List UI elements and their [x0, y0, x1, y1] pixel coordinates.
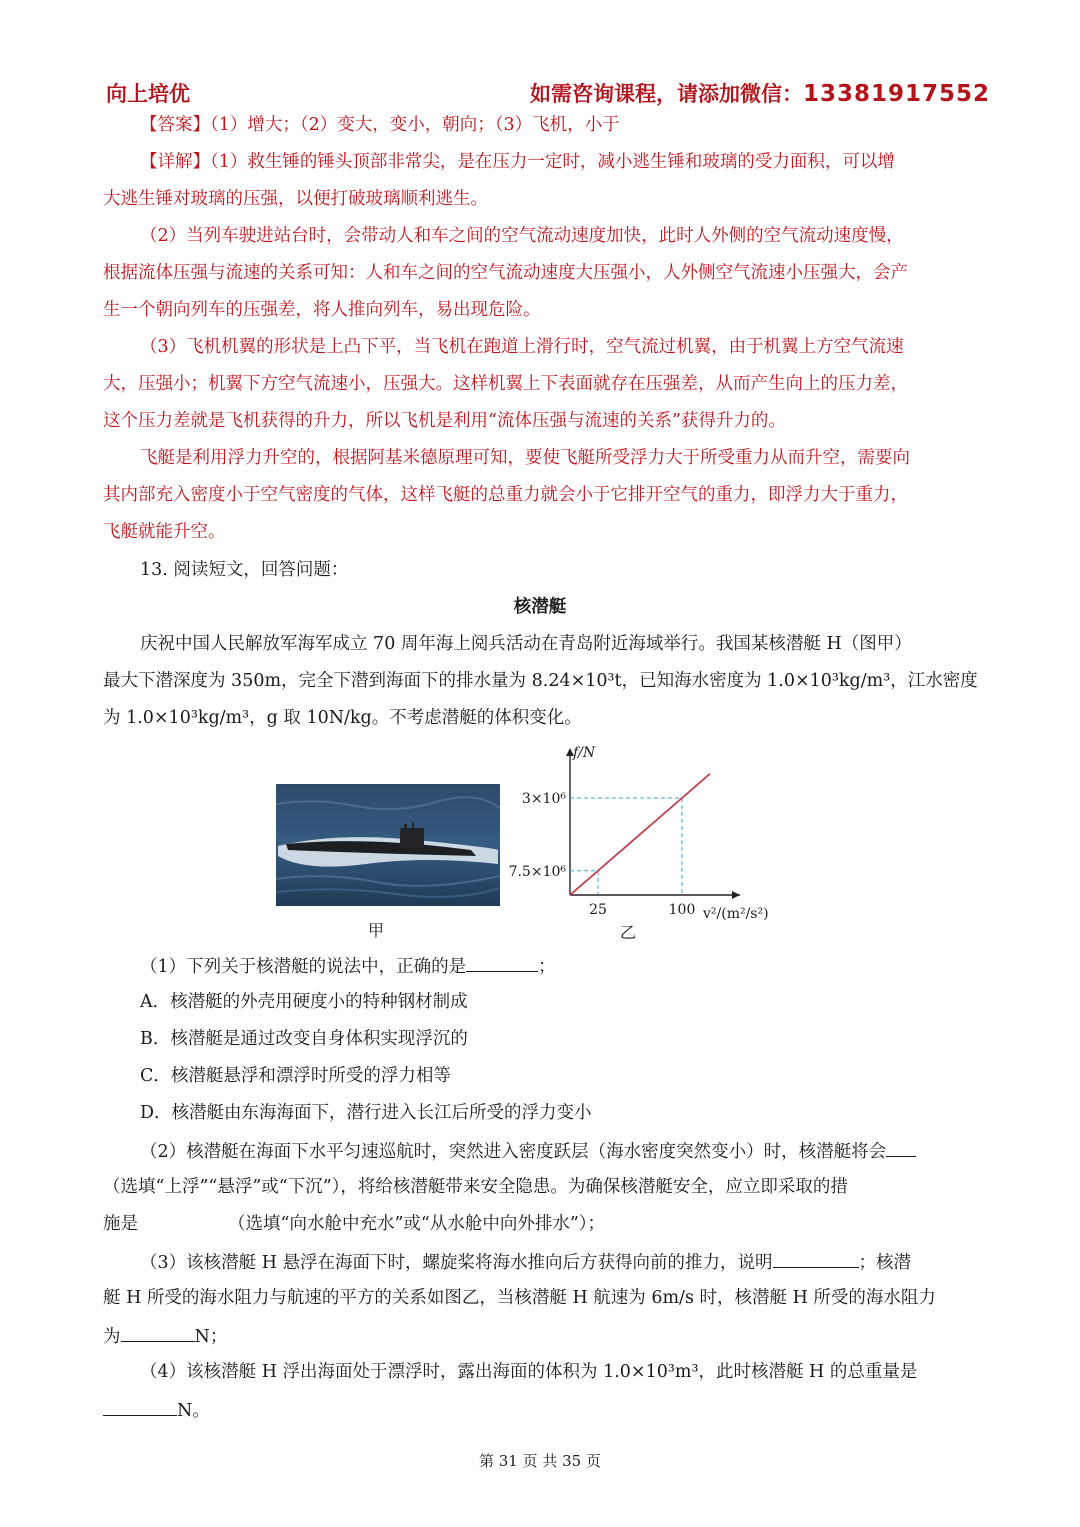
brand-name: 向上培优 [106, 82, 190, 106]
x-tick-label-1: 100 [668, 902, 696, 918]
detail-line-3: （2）当列车驶进站台时，会带动人和车之间的空气流动速度加快，此时人外侧的空气流动速度慢， [140, 226, 904, 246]
contact-info [530, 78, 990, 108]
subq-3-line-1 [140, 1249, 1015, 1275]
detail-line-4: 根据流体压强与流速的关系可知：人和车之间的空气流动速度大压强小，人外侧空气流速小压强大，会产 [103, 263, 908, 283]
question-number: 13. 阅读短文，回答问题： [140, 560, 349, 580]
subq-3-text-d: N； [194, 1327, 228, 1347]
detail-line-6: （3）飞机机翼的形状是上凸下平，当飞机在跑道上滑行时，空气流过机翼，由于机翼上方空气流速 [140, 337, 904, 357]
answer-blank-5[interactable] [121, 1323, 195, 1342]
subq-4-line-1: （4）该核潜艇 H 浮出海面处于漂浮时，露出海面的体积为 1.0×10³m³，此时核潜艇 H 的总重量是 [140, 1362, 918, 1382]
option-d: D．核潜艇由东海海面下，潜行进入长江后所受的浮力变小 [140, 1103, 592, 1123]
answer-line: 【答案】（1）增大；（2）变大，变小，朝向；（3）飞机，小于 [140, 115, 620, 135]
y-tick-label-1: 3×10⁶ [521, 791, 566, 807]
passage-line-3: 为 1.0×10³kg/m³，g 取 10N/kg。不考虑潜艇的体积变化。 [103, 708, 582, 728]
subq-3-line-2: 艇 H 所受的海水阻力与航速的平方的关系如图乙，当核潜艇 H 航速为 6m/s 时，核潜艇 H 所受的海水阻力 [103, 1288, 936, 1308]
page-footer: 第 31 页 共 35 页 [478, 1452, 601, 1470]
subq-1 [140, 953, 1015, 979]
answer-blank-2[interactable] [886, 1138, 916, 1157]
contact-label: 如需咨询课程，请添加微信： [530, 82, 803, 106]
series-line [570, 774, 710, 895]
subq-4-line-2 [103, 1397, 978, 1423]
detail-line-10: 其内部充入密度小于空气密度的气体，这样飞艇的总重力就会小于它排开空气的重力，即浮力大于重力， [103, 485, 908, 505]
x-axis-label: v²/(m²/s²) [703, 906, 769, 922]
force-speed-chart [505, 740, 780, 940]
y-tick-label-0: 7.5×10⁶ [508, 863, 566, 880]
subq-3-text-c: 为 [103, 1327, 121, 1347]
option-a: A．核潜艇的外壳用硬度小的特种钢材制成 [140, 992, 468, 1012]
option-c: C．核潜艇悬浮和漂浮时所受的浮力相等 [140, 1066, 451, 1086]
detail-line-8: 这个压力差就是飞机获得的升力，所以飞机是利用“流体压强与流速的关系”获得升力的。 [103, 411, 786, 431]
subq-2-line-3 [103, 1212, 978, 1236]
chart-svg [505, 740, 780, 940]
figure-b-caption: 乙 [620, 923, 637, 942]
x-axis-arrow [732, 891, 740, 899]
subq-3-line-3 [103, 1323, 978, 1349]
subq-2-text-d: （选填“向水舱中充水”或“从水舱中向外排水”）； [228, 1214, 606, 1234]
subq-1-text: （1）下列关于核潜艇的说法中，正确的是 [140, 957, 467, 977]
detail-line-7: 大，压强小；机翼下方空气流速小，压强大。这样机翼上下表面就存在压强差，从而产生向上的压力差， [103, 374, 908, 394]
subq-2-text-c: 施是 [103, 1214, 138, 1234]
figure-a-caption: 甲 [368, 921, 385, 940]
submarine-photo [276, 784, 500, 906]
subq-1-end: ； [538, 957, 556, 977]
answer-blank-1[interactable] [466, 953, 538, 972]
detail-line-5: 生一个朝向列车的压强差，将人推向列车，易出现危险。 [103, 300, 541, 320]
detail-line-1: 【详解】（1）救生锤的锤头顶部非常尖，是在压力一定时，减小逃生锤和玻璃的受力面积，可以增 [140, 152, 895, 172]
subq-3-text-b: ；核潜 [858, 1253, 912, 1273]
passage-line-1: 庆祝中国人民解放军海军成立 70 周年海上阅兵活动在青岛附近海域举行。我国某核潜艇 H（图甲） [140, 634, 912, 654]
answer-blank-6[interactable] [103, 1397, 177, 1416]
x-tick-label-0: 25 [589, 902, 607, 918]
wechat-number: 13381917552 [803, 81, 991, 107]
subq-2-text-a: （2）核潜艇在海面下水平匀速巡航时，突然进入密度跃层（海水密度突然变小）时，核潜艇将会 [140, 1142, 887, 1162]
subq-3-text-a: （3）该核潜艇 H 悬浮在海面下时，螺旋桨将海水推向后方获得向前的推力，说明 [140, 1253, 773, 1273]
detail-line-9: 飞艇是利用浮力升空的，根据阿基米德原理可知，要使飞艇所受浮力大于所受重力从而升空，需要向 [140, 448, 910, 468]
subq-4-text-end: N。 [177, 1401, 210, 1421]
y-axis-label: f/N [573, 745, 596, 761]
answer-blank-4[interactable] [773, 1249, 859, 1268]
subq-2-line-1 [140, 1138, 1015, 1164]
detail-line-2: 大逃生锤对玻璃的压强，以便打破玻璃顺利逃生。 [103, 189, 488, 209]
option-b: B．核潜艇是通过改变自身体积实现浮沉的 [140, 1029, 468, 1049]
subq-2-line-2: （选填“上浮”“悬浮”或“下沉”），将给核潜艇带来安全隐患。为确保核潜艇安全，应立即采取的措 [103, 1177, 848, 1197]
detail-line-11: 飞艇就能升空。 [103, 522, 226, 542]
passage-title: 核潜艇 [513, 597, 567, 617]
passage-line-2: 最大下潜深度为 350m，完全下潜到海面下的排水量为 8.24×10³t，已知海水密度为 1.0×10³kg/m³，江水密度 [103, 671, 978, 691]
